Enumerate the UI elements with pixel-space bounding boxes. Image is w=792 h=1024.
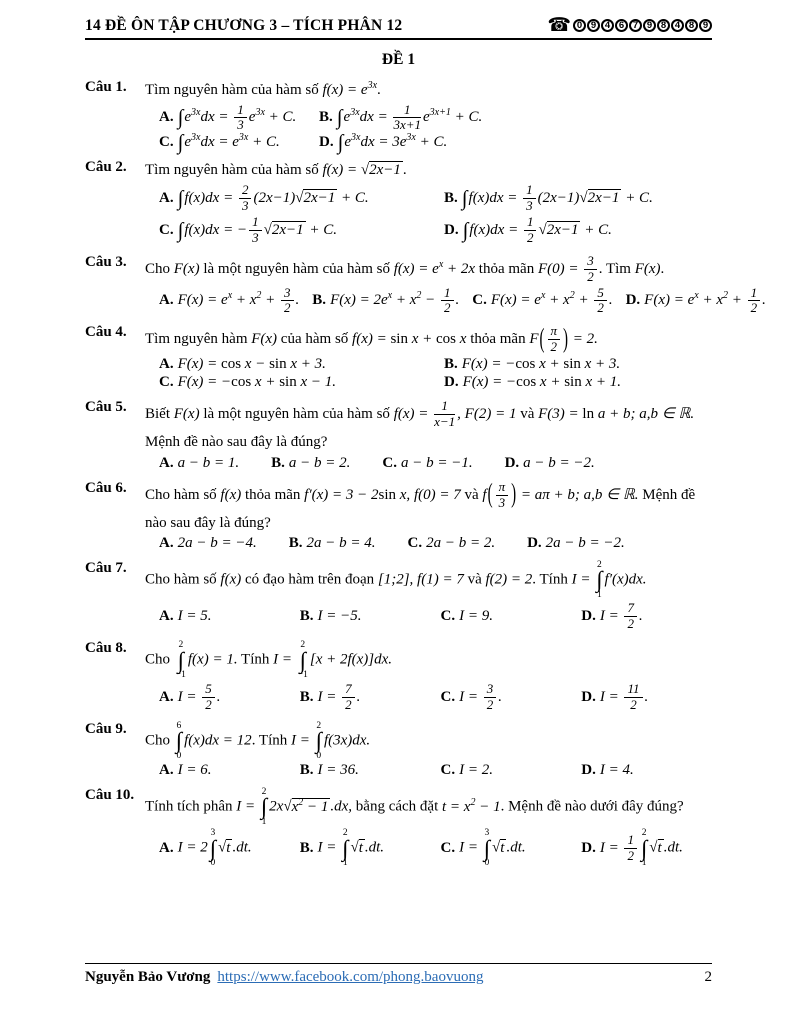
options bbox=[159, 535, 712, 552]
option-A: A. $\int e^{3x}dx$ = $\frac{1}{3}$ $e^{3x} + C$. bbox=[159, 101, 297, 133]
option-D: D. I = $\frac{11}{2}$ . bbox=[581, 680, 649, 712]
option-B: B. I = 36. bbox=[299, 762, 359, 779]
option-C: C. F(x) = −cos x + sin x − 1. bbox=[159, 374, 336, 391]
question-5 bbox=[85, 399, 712, 471]
option-B: B. 2a − b = 4. bbox=[288, 535, 376, 551]
option-C: C. I = 9. bbox=[440, 608, 493, 625]
question-label: Câu 9. bbox=[85, 720, 127, 737]
question-text: Cho F(x) là một nguyên hàm của hàm số $f(x) = e^x + 2x$ thỏa mãn F(0) = $\frac{3}{2}$ . Tìm F(x). bbox=[145, 252, 665, 284]
option-C: C. a − b = −1. bbox=[382, 454, 473, 471]
question-label: Câu 6. bbox=[85, 479, 127, 496]
option-D: D. $F(x) = e^x + x^2$ + $\frac{1}{2}$ . bbox=[625, 284, 766, 316]
option-D: D. I = 4. bbox=[581, 762, 634, 779]
option-C: C. $\int e^{3x}dx = e^{3x} + C$. bbox=[159, 130, 280, 155]
option-B: B. I = 2 ∫ 1 √t .dt. bbox=[299, 828, 385, 869]
option-A: A. a − b = 1. bbox=[159, 454, 240, 471]
question-1 bbox=[85, 79, 712, 155]
option-B: B. $F(x) = 2e^x + x^2$ − $\frac{1}{2}$ . bbox=[312, 284, 460, 316]
question-6 bbox=[85, 480, 712, 552]
page-number: 2 bbox=[704, 969, 712, 985]
options bbox=[159, 762, 712, 779]
options bbox=[159, 828, 712, 868]
header-divider bbox=[85, 38, 712, 40]
question-text: Mệnh đề nào sau đây là đúng? bbox=[145, 434, 328, 451]
option-C: C. ∫f(x)dx = − $\frac{1}{3}$ √2x−1 + C. bbox=[159, 213, 337, 245]
question-label: Câu 10. bbox=[85, 787, 135, 804]
question-body bbox=[145, 159, 712, 245]
option-C: C. I = 2. bbox=[440, 762, 493, 779]
circled-digit: 9 bbox=[699, 19, 712, 32]
question-text: Cho 6 ∫ 0 f(x)dx = 12. Tính I = 2 ∫ 0 f(3x)dx. bbox=[145, 720, 371, 761]
circled-digit: 7 bbox=[629, 19, 642, 32]
option-B: B. ∫f(x)dx = $\frac{1}{3}$ (2x−1)√2x−1 + C. bbox=[444, 181, 653, 213]
question-body bbox=[145, 787, 712, 869]
header-title: 14 ĐỀ ÔN TẬP CHƯƠNG 3 – TÍCH PHÂN 12 bbox=[85, 16, 403, 34]
question-label: Câu 5. bbox=[85, 399, 127, 416]
question-body bbox=[145, 79, 712, 155]
option-D: D. 2a − b = −2. bbox=[527, 535, 625, 551]
footer-facebook-link[interactable]: https://www.facebook.com/phong.baovuong bbox=[217, 969, 484, 985]
option-C: C. I = $\frac{3}{2}$ . bbox=[440, 680, 502, 712]
option-D: D. I = $\frac{7}{2}$ . bbox=[581, 600, 643, 632]
option-D: D. ∫f(x)dx = $\frac{1}{2}$ √2x−1 + C. bbox=[444, 213, 612, 245]
option-B: B. F(x) = −cos x + sin x + 3. bbox=[444, 356, 621, 373]
question-label: Câu 7. bbox=[85, 560, 127, 576]
options bbox=[159, 286, 766, 317]
question-text: Tính tích phân I = 2 ∫ 1 $2x√x^2 - 1$ .dx, bằng cách đặt $t = x^2 - 1$. Mệnh đề nào dưới đây đúng? bbox=[145, 787, 684, 827]
option-B: B. I = −5. bbox=[299, 608, 362, 625]
question-body bbox=[145, 254, 766, 317]
question-9 bbox=[85, 721, 712, 779]
option-D: D. a − b = −2. bbox=[504, 454, 595, 471]
option-C: C. I = 3 ∫ 0 √t .dt. bbox=[440, 828, 526, 869]
options bbox=[159, 356, 712, 391]
question-body bbox=[145, 324, 712, 391]
circled-digit: 9 bbox=[587, 19, 600, 32]
option-A: A. I = 6. bbox=[159, 762, 212, 779]
question-text: Tìm nguyên hàm của hàm số f(x) = √2x−1 . bbox=[145, 162, 407, 179]
circled-digit: 9 bbox=[643, 19, 656, 32]
circled-digit: 4 bbox=[671, 19, 684, 32]
question-text: Tìm nguyên hàm F(x) của hàm số f(x) = sin x + cos x thỏa mãn F( $\frac{\pi}{2}$ ) = 2. bbox=[145, 323, 598, 355]
option-D: D. $\int e^{3x}dx = 3e^{3x} + C$. bbox=[319, 130, 448, 155]
footer-credit bbox=[85, 969, 483, 986]
question-text: Biết F(x) là một nguyên hàm của hàm số f(x) = $\frac{1}{x-1}$ , F(2) = 1 và F(3) = ln a + b; a,b ∈ ℝ. bbox=[145, 398, 695, 430]
question-body bbox=[145, 721, 712, 779]
options bbox=[159, 682, 712, 713]
question-text: Cho 2 ∫ −1 f(x) = 1. Tính I = 2 ∫ −1 [x + 2f(x)]dx. bbox=[145, 640, 393, 681]
circled-digit: 8 bbox=[685, 19, 698, 32]
page-header bbox=[85, 16, 712, 35]
question-body bbox=[145, 560, 712, 632]
page-title: ĐỀ 1 bbox=[381, 51, 416, 68]
question-text: Tìm nguyên hàm của hàm số $f(x) = e^{3x}$. bbox=[145, 80, 381, 98]
options bbox=[159, 101, 712, 155]
question-4 bbox=[85, 324, 712, 391]
circled-digit: 8 bbox=[657, 19, 670, 32]
question-label: Câu 1. bbox=[85, 79, 127, 95]
question-text: nào sau đây là đúng? bbox=[145, 514, 271, 531]
question-body bbox=[145, 399, 712, 471]
question-10 bbox=[85, 787, 712, 869]
options bbox=[159, 183, 712, 246]
question-8 bbox=[85, 640, 712, 712]
phone-digits bbox=[573, 19, 712, 32]
question-2 bbox=[85, 159, 712, 245]
question-label: Câu 2. bbox=[85, 159, 127, 176]
question-label: Câu 3. bbox=[85, 253, 127, 270]
circled-digit: 0 bbox=[573, 19, 586, 32]
option-A: A. $F(x) = e^x + x^2$ + $\frac{3}{2}$ . bbox=[159, 284, 300, 316]
question-text: Cho hàm số f(x) có đạo hàm trên đoạn [1;2], f(1) = 7 và f(2) = 2. Tính I = 2 ∫ 1 f′(x)dx. bbox=[145, 560, 647, 600]
options bbox=[159, 601, 712, 632]
page-footer bbox=[85, 963, 712, 986]
phone-number bbox=[547, 16, 712, 35]
telephone-icon: ☎ bbox=[547, 15, 571, 36]
circled-digit: 6 bbox=[615, 19, 628, 32]
option-A: A. I = 2 3 ∫ 0 √t .dt. bbox=[159, 828, 252, 869]
option-A: A. I = $\frac{5}{2}$ . bbox=[159, 680, 221, 712]
options bbox=[159, 455, 712, 472]
option-B: B. I = $\frac{7}{2}$ . bbox=[299, 680, 361, 712]
option-B: B. $\int e^{3x}dx$ = $\frac{1}{3x+1}$ $e^{3x+1} + C$. bbox=[319, 101, 483, 133]
circled-digit: 4 bbox=[601, 19, 614, 32]
question-body bbox=[145, 480, 712, 552]
question-body bbox=[145, 640, 712, 712]
option-A: A. I = 5. bbox=[159, 608, 212, 625]
option-B: B. a − b = 2. bbox=[271, 454, 351, 471]
option-A: A. ∫f(x)dx = $\frac{2}{3}$ (2x−1)√2x−1 + C. bbox=[159, 181, 369, 213]
option-C: C. $F(x) = e^x + x^2$ + $\frac{5}{2}$ . bbox=[472, 284, 613, 316]
question-3 bbox=[85, 252, 766, 317]
option-A: A. 2a − b = −4. bbox=[159, 535, 257, 551]
question-label: Câu 8. bbox=[85, 640, 127, 657]
option-C: C. 2a − b = 2. bbox=[407, 535, 496, 551]
question-label: Câu 4. bbox=[85, 324, 127, 341]
option-D: D. F(x) = −cos x + sin x + 1. bbox=[444, 374, 621, 391]
footer-author: Nguyễn Bảo Vương bbox=[85, 969, 211, 985]
question-7 bbox=[85, 560, 712, 632]
question-text: Cho hàm số f(x) thỏa mãn f′(x) = 3 − 2sin x, f(0) = 7 và f( $\frac{\pi}{3}$ ) = aπ + b; a,b ∈ ℝ. Mệnh đề bbox=[145, 478, 696, 510]
option-A: A. F(x) = cos x − sin x + 3. bbox=[159, 356, 326, 373]
option-D: D. I = $\frac{1}{2}$ 2 ∫ 1 √t .dt. bbox=[581, 828, 683, 869]
questions bbox=[85, 79, 766, 869]
